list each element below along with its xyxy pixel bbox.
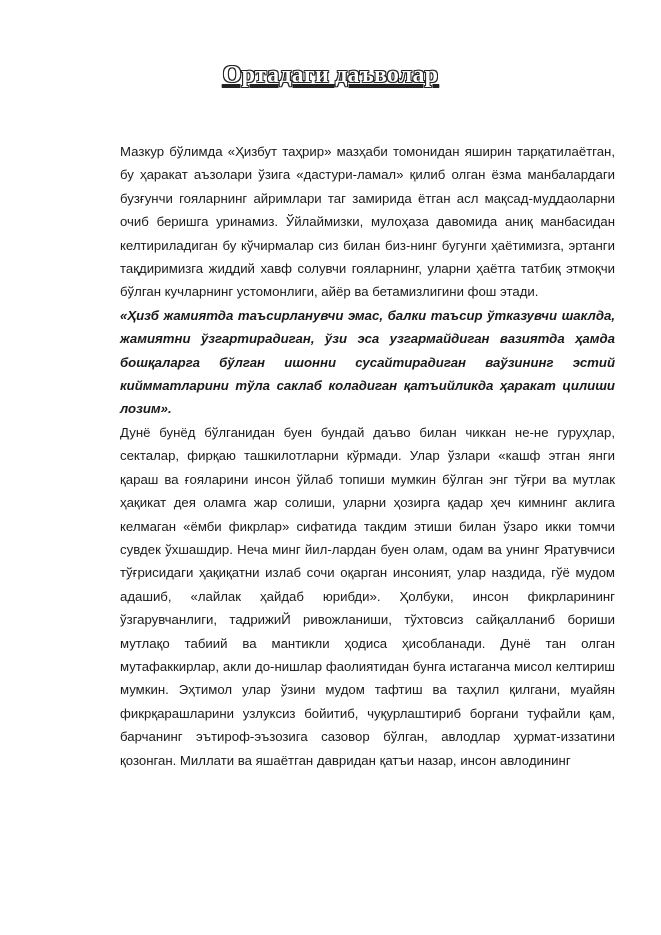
paragraph-main: Дунё бунёд бўлганидан буен бундай даъво билан чиккан не-не гуруҳлар, секталар, фирқаю ташкилотларни кўрмади. Улар ўзлари «кашф этган янги қараш ва ғояларини инсон ўйлаб топиши мумкин бўлган энг тўғри ва мутлак ҳақикат дея оламга жар солиши, уларни ҳозирга қадар ҳеч кимнинг аклига келмаган «ёмби фикрлар» сифатида такдим этиши билан ўзаро икки томчи сувдек ўхшашдир. Неча минг йил-лардан буен олам, одам ва унинг Яратувчиси тўғрисидаги ҳақиқатни излаб сочи оқарган инсоният, улар наздида, гўё мудом адашиб, «лайлак ҳайдаб юрибди». Ҳолбуки, инсон фикрларининг ўзгарувчанлиги, тадрижиЙ ривожланиши, тўхтовсиз сайқалланиб бориши мутлақо табиий ва мантикли ҳодиса ҳисобланади. Дунё тан олган мутафаккирлар, акли до-нишлар фаолиятидан бунга истаганча мисол келтириш мумкин. Эҳтимол улар ўзини мудом тафтиш ва таҳлил қилгани, муайян фикрқарашларини узлуксиз бойитиб, чуқурлаштириб боргани туфайли қам, барчанинг эътироф-эъзозига сазовор бўлган, авлодлар ҳурмат-иззатини қозонган. Миллати ва яшаётган давридан қатъи назар, инсон авлодининг — [120, 424, 615, 768]
paragraph-quote: «Ҳизб жамиятда таъсирланувчи эмас, балки таъсир ўтказувчи шаклда, жамиятни ўзгартирадиган, ўзи эса узгармайдиган вазиятда ҳамда бошқаларга бўлган ишонни сусайтирадиган ваўзининг эстий киймматларини тўла саклаб коладиган қатъийликда ҳаракат цилиши лозим». — [120, 307, 615, 417]
paragraph-intro: Мазкур бўлимда «Ҳизбут таҳрир» мазҳаби томонидан яширин тарқатилаётган, бу ҳаракат аъзолари ўзига «дастури-ламал» қилиб олган ёзма манбалардаги бузғунчи гояларнинг айримлари таг замирида ётган асл мақсад-муддаоларни очиб беришга уринамиз. Ўйлаймизки, мулоҳаза давомида аниқ манбасидан келтириладиган бу кўчирмалар сиз билан биз-нинг бугунги ҳаётимизга, эртанги тақдиримизга жиддий хавф солувчи гояларнинг, уларни ҳаётга татбиқ этмоқчи бўлган кучларнинг устомонлиги, айёр ва бетамизлигини фош этади. — [120, 144, 615, 300]
page-title — [0, 62, 661, 89]
document-body — [120, 140, 615, 772]
page-title-text: Ортадаги даъволар — [222, 62, 439, 88]
